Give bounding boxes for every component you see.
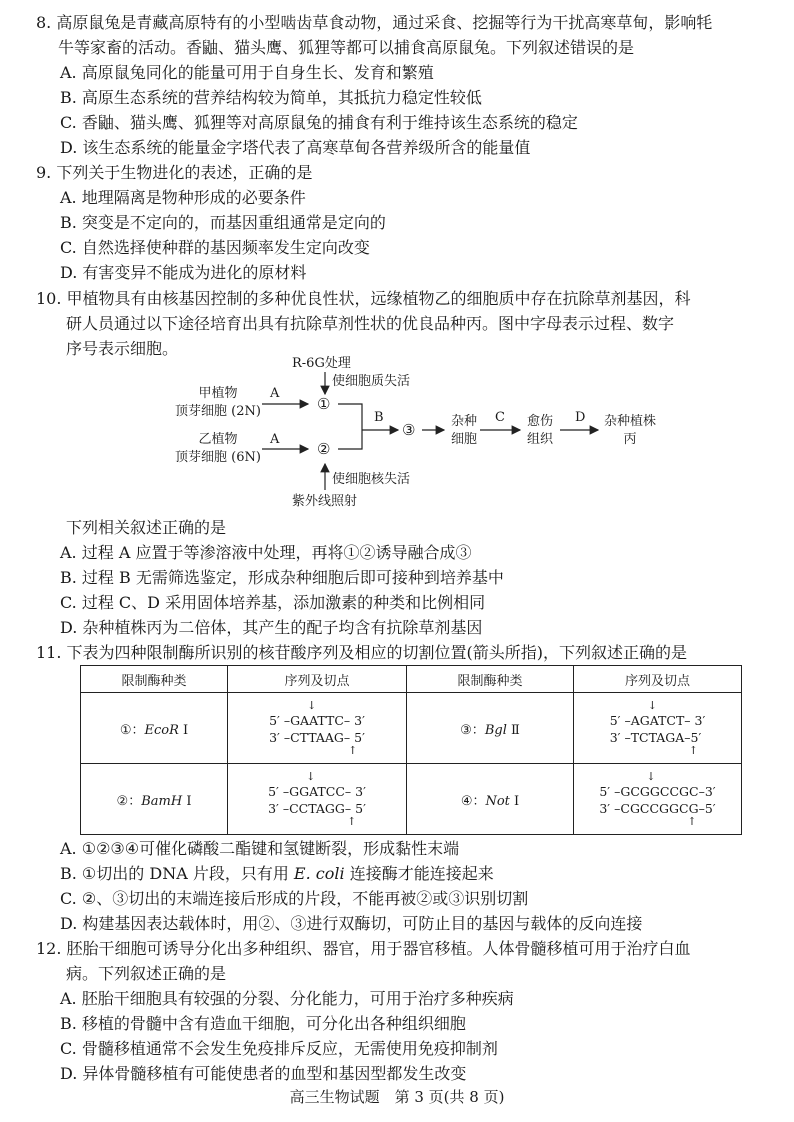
q10-stem-line3: 序号表示细胞。 xyxy=(66,339,179,358)
header-sequence-1: 序列及切点 xyxy=(228,666,407,693)
cell-1: ① xyxy=(317,395,331,413)
q11-option-b-pre: B. ①切出的 DNA 片段，只有用 xyxy=(60,864,294,883)
q11-option-a: A. ①②③④可催化磷酸二酯键和氢键断裂，形成黏性末端 xyxy=(60,839,460,858)
enzyme-number: ③： xyxy=(460,722,485,738)
sequence-ecori xyxy=(228,693,407,764)
header-enzyme-1: 限制酶种类 xyxy=(81,666,228,693)
label-hybrid-cell-2: 细胞 xyxy=(450,432,477,447)
restriction-enzyme-table xyxy=(80,665,742,835)
enzyme-name: Bgl xyxy=(484,722,507,738)
enzyme-name: Not xyxy=(485,793,510,809)
cut-arrow-bottom: ↑ xyxy=(347,815,357,828)
q10-option-c: C. 过程 C、D 采用固体培养基，添加激素的种类和比例相同 xyxy=(60,593,486,612)
cut-arrow-top: ↓ xyxy=(306,770,316,783)
enzyme-ecori xyxy=(81,693,228,764)
label-bud-yi: 顶芽细胞 (6N) xyxy=(175,450,261,465)
enzyme-number: ②： xyxy=(116,793,142,809)
cell-fusion-diagram xyxy=(150,352,670,518)
label-hybrid-plant-2: 丙 xyxy=(623,432,637,447)
label-process-d: D xyxy=(575,410,586,425)
q11-option-c: C. ②、③切出的末端连接后形成的片段，不能再被②或③识别切割 xyxy=(60,889,529,908)
q9-option-b: B. 突变是不定向的，而基因重组通常是定向的 xyxy=(60,213,386,232)
q8-stem-line2: 牛等家畜的活动。香鼬、猫头鹰、狐狸等都可以捕食高原鼠兔。下列叙述错误的是 xyxy=(58,38,635,57)
enzyme-roman: Ⅰ xyxy=(186,793,192,809)
sequence-bamhi xyxy=(228,764,407,835)
label-process-b: B xyxy=(374,410,384,425)
label-process-c: C xyxy=(495,410,505,425)
q10-option-b: B. 过程 B 无需筛选鉴定，形成杂种细胞后即可接种到培养基中 xyxy=(60,568,504,587)
seq-bottom-strand: 3′ –CTTAAG– 5′ xyxy=(269,730,365,745)
enzyme-roman: Ⅰ xyxy=(514,793,520,809)
seq-top-strand: 5′ –GCGGCCGC–3′ xyxy=(599,784,716,799)
table-header-row xyxy=(81,666,742,693)
cut-arrow-bottom: ↑ xyxy=(348,744,358,757)
enzyme-roman: Ⅰ xyxy=(183,722,189,738)
q8-option-b: B. 高原生态系统的营养结构较为简单，其抵抗力稳定性较低 xyxy=(60,88,482,107)
q12-option-a: A. 胚胎干细胞具有较强的分裂、分化能力，可用于治疗多种疾病 xyxy=(60,989,514,1008)
enzyme-name: EcoR xyxy=(144,722,179,738)
table-row xyxy=(81,693,742,764)
seq-top-strand: 5′ –GAATTC– 3′ xyxy=(269,713,365,728)
label-hybrid-plant-1: 杂种植株 xyxy=(603,414,656,429)
seq-bottom-strand: 3′ –CGCCGGCG–5′ xyxy=(599,801,716,816)
label-uv: 紫外线照射 xyxy=(292,494,358,509)
label-callus-2: 组织 xyxy=(526,432,553,447)
seq-bottom-strand: 3′ –TCTAGA–5′ xyxy=(609,730,702,745)
q10-stem-line1: 10. 甲植物具有由核基因控制的多种优良性状，远缘植物乙的细胞质中存在抗除草剂基因，科 xyxy=(36,289,691,308)
sequence-noti xyxy=(574,764,742,835)
header-sequence-2: 序列及切点 xyxy=(574,666,742,693)
q11-option-b-species: E. coli xyxy=(293,864,345,883)
q9-option-c: C. 自然选择使种群的基因频率发生定向改变 xyxy=(60,238,370,257)
q9-option-a: A. 地理隔离是物种形成的必要条件 xyxy=(60,188,306,207)
cut-arrow-top: ↓ xyxy=(307,699,317,712)
q8-option-d: D. 该生态系统的能量金字塔代表了高寒草甸各营养级所含的能量值 xyxy=(60,138,531,157)
cut-arrow-top: ↓ xyxy=(647,699,657,712)
enzyme-number: ④： xyxy=(460,793,486,809)
q10-lead: 下列相关叙述正确的是 xyxy=(66,518,227,537)
cell-3: ③ xyxy=(402,421,416,439)
seq-bottom-strand: 3′ –CCTAGG– 5′ xyxy=(268,801,366,816)
label-plant-yi: 乙植物 xyxy=(198,432,238,447)
q8-stem-line1: 8. 高原鼠兔是青藏高原特有的小型啮齿草食动物，通过采食、挖掘等行为干扰高寒草甸，影响牦 xyxy=(36,13,713,32)
table-row xyxy=(81,764,742,835)
enzyme-name: BamH xyxy=(141,793,183,809)
label-process-a-top: A xyxy=(270,386,280,401)
header-enzyme-2: 限制酶种类 xyxy=(407,666,574,693)
q12-option-c: C. 骨髓移植通常不会发生免疫排斥反应，无需使用免疫抑制剂 xyxy=(60,1039,498,1058)
label-inactivate-cytoplasm: 使细胞质失活 xyxy=(332,374,411,389)
q11-option-d: D. 构建基因表达载体时，用②、③进行双酶切，可防止目的基因与载体的反向连接 xyxy=(60,914,643,933)
enzyme-bamhi xyxy=(81,764,228,835)
q9-option-d: D. 有害变异不能成为进化的原材料 xyxy=(60,263,307,282)
q10-option-d: D. 杂种植株丙为二倍体，其产生的配子均含有抗除草剂基因 xyxy=(60,618,483,637)
q9-stem: 9. 下列关于生物进化的表述，正确的是 xyxy=(36,163,313,182)
enzyme-bglii xyxy=(407,693,574,764)
label-r6g: R-6G处理 xyxy=(292,356,351,371)
seq-top-strand: 5′ –AGATCT– 3′ xyxy=(609,713,706,728)
q10-stem-line2: 研人员通过以下途径培育出具有抗除草剂性状的优良品种丙。图中字母表示过程、数字 xyxy=(66,314,675,333)
label-bud-jia: 顶芽细胞 (2N) xyxy=(175,404,261,419)
label-callus-1: 愈伤 xyxy=(526,414,553,429)
q11-option-b xyxy=(60,863,494,885)
sequence-bglii xyxy=(574,693,742,764)
cell-2: ② xyxy=(317,440,331,458)
q12-option-b: B. 移植的骨髓中含有造血干细胞，可分化出各种组织细胞 xyxy=(60,1014,466,1033)
fusion-bracket xyxy=(338,404,362,449)
label-plant-jia: 甲植物 xyxy=(198,386,238,401)
q8-option-c: C. 香鼬、猫头鹰、狐狸等对高原鼠兔的捕食有利于维持该生态系统的稳定 xyxy=(60,113,578,132)
q8-option-a: A. 高原鼠兔同化的能量可用于自身生长、发育和繁殖 xyxy=(60,63,434,82)
cut-arrow-top: ↓ xyxy=(646,770,656,783)
label-hybrid-cell-1: 杂种 xyxy=(450,414,477,429)
q11-option-b-post: 连接酶才能连接起来 xyxy=(344,864,494,883)
q11-stem: 11. 下表为四种限制酶所识别的核苷酸序列及相应的切割位置(箭头所指)，下列叙述正确的是 xyxy=(36,643,688,662)
q12-option-d: D. 异体骨髓移植有可能使患者的血型和基因型都发生改变 xyxy=(60,1064,467,1083)
q12-stem-line2: 病。下列叙述正确的是 xyxy=(66,964,227,983)
q12-stem-line1: 12. 胚胎干细胞可诱导分化出多种组织、器官，用于器官移植。人体骨髓移植可用于治疗白血 xyxy=(36,939,691,958)
cut-arrow-bottom: ↑ xyxy=(687,815,697,828)
page-footer: 高三生物试题 第 3 页(共 8 页) xyxy=(289,1088,505,1106)
enzyme-roman: Ⅱ xyxy=(511,722,520,738)
q10-option-a: A. 过程 A 应置于等渗溶液中处理，再将①②诱导融合成③ xyxy=(60,543,472,562)
enzyme-noti xyxy=(407,764,574,835)
label-process-a-bottom: A xyxy=(270,432,280,447)
enzyme-number: ①： xyxy=(119,722,145,738)
cut-arrow-bottom: ↑ xyxy=(688,744,698,757)
label-inactivate-nucleus: 使细胞核失活 xyxy=(332,472,411,487)
seq-top-strand: 5′ –GGATCC– 3′ xyxy=(268,784,366,799)
